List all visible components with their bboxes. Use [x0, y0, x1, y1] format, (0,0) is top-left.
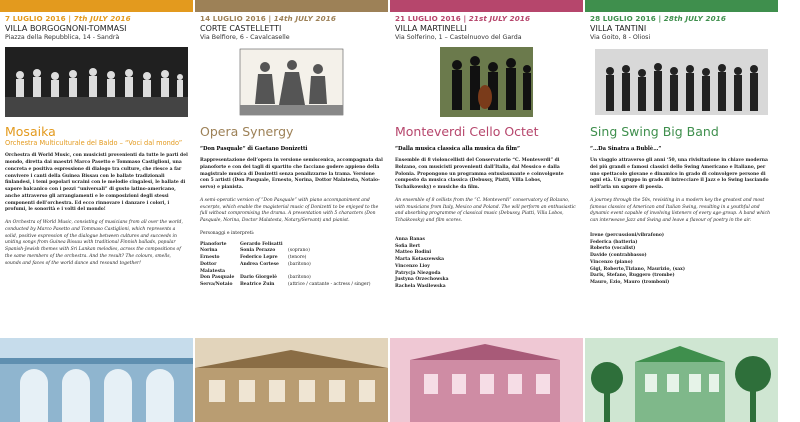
member-list [590, 233, 773, 287]
description-italian: Un viaggio attraverso gli anni ‘50, una rivisitazione in chiave moderna dei più grandi e famosi classici dello Swing Americano e Italiano, per uno spettacolo giovane e dinamico in grado di coinvolgere persone di ogni età. Un gruppo in grado di intrecciare il Jazz e lo Swing lasciando nell’aria un sapore di poesia. [590, 158, 769, 191]
member-name: Matteo Bodini [395, 250, 432, 256]
cast-name: Gerardo Felisatti [240, 241, 283, 247]
cast-name: Beatrice Zuin [240, 282, 275, 288]
concert-header [590, 0, 773, 41]
member-name: Federica (batteria) [590, 239, 638, 245]
description-english: An ensemble of 8 cellists from the “C. Monteverdi” conservatory of Bolzano, with musicians from Italy, Mexico and Poland. The will perform an enthusiastic and absorbing programme of classical music (Debussy, Piatti, Villa Lobos, Tchaikovsky) and film scores. [395, 197, 576, 224]
venue-illustration [390, 338, 583, 422]
member-list [395, 237, 578, 291]
venue-illustration [585, 338, 778, 422]
concert-title: Mosaika [5, 124, 56, 139]
concert-date: 28 LUGLIO 2016 | 28th JULY 2016 [590, 14, 726, 23]
cast-voice: (baritono) [288, 275, 311, 281]
concert-quote: “Don Pasquale” di Gaetano Donizetti [200, 146, 308, 153]
ensemble-photo [395, 47, 578, 117]
description-italian: Rappresentazione dell’opera in versione semiscenica, accompagnata dal pianoforte e con dei tagli di spartito che facciano godere appieno della magistrale musica di Donizetti senza penalizzarne la trama. Versione con 5 artisti (Don Pasquale, Ernesto, Norina, Dottor Malatesta, Notaio-servo) e pianista. [200, 158, 383, 191]
cast-voice: (baritono) [288, 261, 311, 267]
member-name: Mauro, Ezio, Mauro (tromboni) [590, 280, 670, 286]
band-photo [5, 47, 188, 117]
venue-illustration [195, 338, 388, 422]
cast-name: Sonia Perazzo [240, 248, 276, 254]
member-name: Davide (contrabbasso) [590, 253, 647, 259]
member-name: Irene (percussioni/vibrafono) [590, 232, 665, 238]
member-name: Sofia Bert [395, 243, 421, 249]
concert-subtitle: Orchestra Multiculturale del Baldo – “Voci dal mondo” [5, 139, 183, 148]
member-name: Patrycja Niezgoda [395, 270, 441, 276]
cast-role: Serva/Notaio [200, 282, 233, 288]
concert-date: 21 LUGLIO 2016 | 21st JULY 2016 [395, 14, 531, 23]
concert-column-4 [585, 0, 778, 422]
concert-address: Via Goito, 8 - Oliosi [590, 34, 651, 41]
member-name: Justyna Orzechowska [395, 277, 449, 283]
concert-header [200, 0, 383, 41]
cast-label: Personaggi e interpreti: [200, 230, 255, 236]
member-name: Daris, Stefano, Ruggero (trombe) [590, 273, 675, 279]
cast-voice: (soprano) [288, 248, 310, 254]
cast-role: Ernesto [200, 255, 220, 261]
description-english: A journey through the 50s, revisiting in a modern key the greatest and most famous classics of American and Italian Swing, resulting in a youthful and dynamic event capable of involving listeners of every age-group. A band which can interweave Jazz and Swing and leave a flavour of poetry in the air. [590, 197, 770, 224]
member-name: Roberto (vocalist) [590, 246, 636, 252]
concert-column-1 [0, 0, 193, 422]
description-english: An Orchestra of World Music, consisting of musicians from all over the world, conducted by Marco Pasetto and Tommaso Castiglioni, which represents a solid, positive expression of the dialogue between cultures and succeeds in uniting songs from Guinea Bissau with traditional Finnish ballads, popular Spanish-Jewish themes with Sri Lankan melodies, across the compositions of the same members of the orchestra. And the result? The colours, smells, sounds and faces of the world dance and resound together! [5, 220, 183, 266]
concert-header [5, 0, 188, 41]
cast-name: Dario Giorgelè [240, 275, 277, 281]
member-name: Rachela Wasilewska [395, 284, 446, 290]
cast-role: Pianoforte [200, 241, 227, 247]
cast-voice: (attrice / cantante - actress / singer) [288, 282, 371, 288]
concert-venue: VILLA TANTINI [590, 24, 647, 33]
member-name: Marta Kotaszewska [395, 257, 445, 263]
concert-header [395, 0, 578, 41]
cast-role: Don Pasquale [200, 275, 235, 281]
concert-quote: “Dalla musica classica alla musica da film” [395, 146, 521, 153]
cast-voice: (tenore) [288, 255, 307, 261]
member-name: Gigi, Roberto,Tiziano, Maurizio, (sax) [590, 266, 685, 272]
concert-address: Piazza della Repubblica, 14 - Sandrà [5, 34, 120, 41]
concert-title: Sing Swing Big Band [590, 124, 719, 139]
cast-list [200, 242, 383, 289]
cast-name: Federico Lepre [240, 255, 278, 261]
concert-date: 7 LUGLIO 2016 | 7th JULY 2016 [5, 14, 131, 23]
concert-date: 14 LUGLIO 2016 | 14th JULY 2016 [200, 14, 336, 23]
opera-engraving [200, 47, 383, 117]
concert-column-2 [195, 0, 388, 422]
concert-venue: VILLA BORGOGNONI-TOMMASI [5, 24, 127, 33]
cast-role: Dottor Malatesta [200, 261, 225, 274]
concert-venue: VILLA MARTINELLI [395, 24, 467, 33]
member-name: Vincenzo (piano) [590, 259, 633, 265]
description-italian: Orchestra di World Music, con musicisti provenienti da tutte le parti del mondo, diretta dai maestri Marco Pasetto e Tommaso Castiglioni, una concreta e positiva espressione di dialogo tra culture, che riesce a far convivere i canti della Guinea Bissau con le ballate tradizionali finlandesi, i temi popolari ucraini con le melodie cingalesi, le ballate di sapore balcanico con i pezzi “universali” di gusto latino-americano, anche attraverso gli arrangiamenti e le composizioni degli stessi componenti dell’orchestra. Ed ecco rinnovare i danzare i colori, i profumi, le sonorità e i volti del mondo! [5, 153, 188, 213]
venue-illustration [0, 338, 193, 422]
concert-title: Monteverdi Cello Octet [395, 124, 539, 139]
member-name: Anna Banas [395, 236, 425, 242]
description-italian: Ensemble di 8 violoncellisti del Conservatorio “C. Monteverdi” di Bolzano, con musicisti provenienti dall’Italia, dal Messico e dalla Polonia. Propongono un programma entusiasmante e coinvolgente composto da musica classica (Debussy, Piatti, Villa Lobos, Tschaikowsky) e musiche da film. [395, 158, 564, 191]
concert-title: Opera Synergy [200, 124, 294, 139]
concert-column-3 [390, 0, 583, 422]
concert-venue: CORTE CASTELLETTI [200, 24, 282, 33]
cast-role: Norina [200, 248, 218, 254]
description-english: A semi-operatic version of “Don Pasquale” with piano accompaniment and excerpts, which enable the magisterial music of Donizetti to be enjoyed to the full without compromising the drama. A presentation with 5 characters (Don Pasquale, Norina, Doctor Malatesta, Notary/Servant) and pianist. [200, 197, 379, 224]
concert-quote: “…Da Sinatra a Bublè…” [590, 146, 662, 153]
concert-address: Via Belfiore, 6 - Cavalcaselle [200, 34, 290, 41]
member-name: Vincenzo Lioy [395, 263, 430, 269]
cast-name: Andrea Cortese [240, 261, 279, 267]
big-band-photo [590, 47, 773, 117]
concert-address: Via Solferino, 1 – Castelnuovo del Garda [395, 34, 522, 41]
